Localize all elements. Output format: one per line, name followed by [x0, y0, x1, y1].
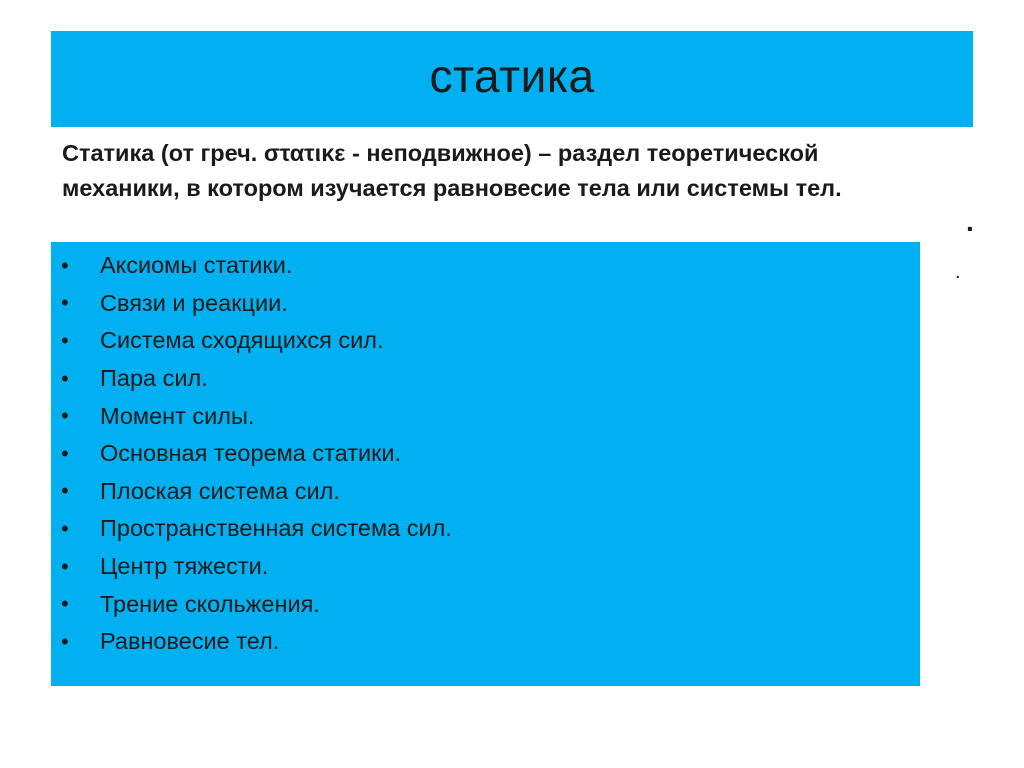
bullet-icon: •: [61, 365, 69, 391]
bullet-icon: •: [61, 591, 69, 617]
list-item-label: Пара сил.: [100, 365, 208, 392]
list-item: [51, 247, 920, 285]
bullet-icon: •: [61, 252, 69, 278]
list-item-label: Равновесие тел.: [100, 628, 280, 655]
list-item-label: Основная теорема статики.: [100, 440, 402, 467]
list-item: [51, 510, 920, 548]
list-item: [51, 322, 920, 360]
list-item: [51, 360, 920, 398]
bullet-icon: •: [61, 327, 69, 353]
bullet-icon: •: [61, 440, 69, 466]
topic-list: [51, 247, 920, 661]
list-item: [51, 623, 920, 661]
list-item: [51, 473, 920, 511]
list-item-label: Центр тяжести.: [100, 553, 269, 580]
topic-list-panel: [51, 242, 920, 686]
list-item-label: Плоская система сил.: [100, 477, 340, 504]
slide-title: статика: [429, 50, 595, 102]
list-item: [51, 548, 920, 586]
list-item-label: Трение скольжения.: [100, 590, 320, 617]
list-item: [51, 397, 920, 435]
title-bar: [51, 31, 973, 127]
list-item-label: Связи и реакции.: [100, 289, 288, 316]
list-item-label: Аксиомы статики.: [100, 252, 293, 279]
bullet-icon: •: [61, 403, 69, 429]
bullet-icon: •: [61, 553, 69, 579]
bullet-icon: •: [61, 478, 69, 504]
bullet-icon: •: [61, 290, 69, 316]
bullet-icon: •: [61, 515, 69, 541]
bullet-icon: •: [61, 628, 69, 654]
list-item-label: Система сходящихся сил.: [100, 327, 384, 354]
stray-dot: .: [955, 261, 961, 283]
list-item-label: Пространственная система сил.: [100, 515, 452, 542]
list-item: [51, 435, 920, 473]
stray-dot: .: [966, 206, 974, 237]
list-item-label: Момент силы.: [100, 402, 255, 429]
intro-text: Статика (от греч. στατικε - неподвижное) – раздел теоретической механики, в котором изучается равновесие тела или системы тел.: [62, 140, 842, 201]
list-item: [51, 285, 920, 323]
list-item: [51, 585, 920, 623]
